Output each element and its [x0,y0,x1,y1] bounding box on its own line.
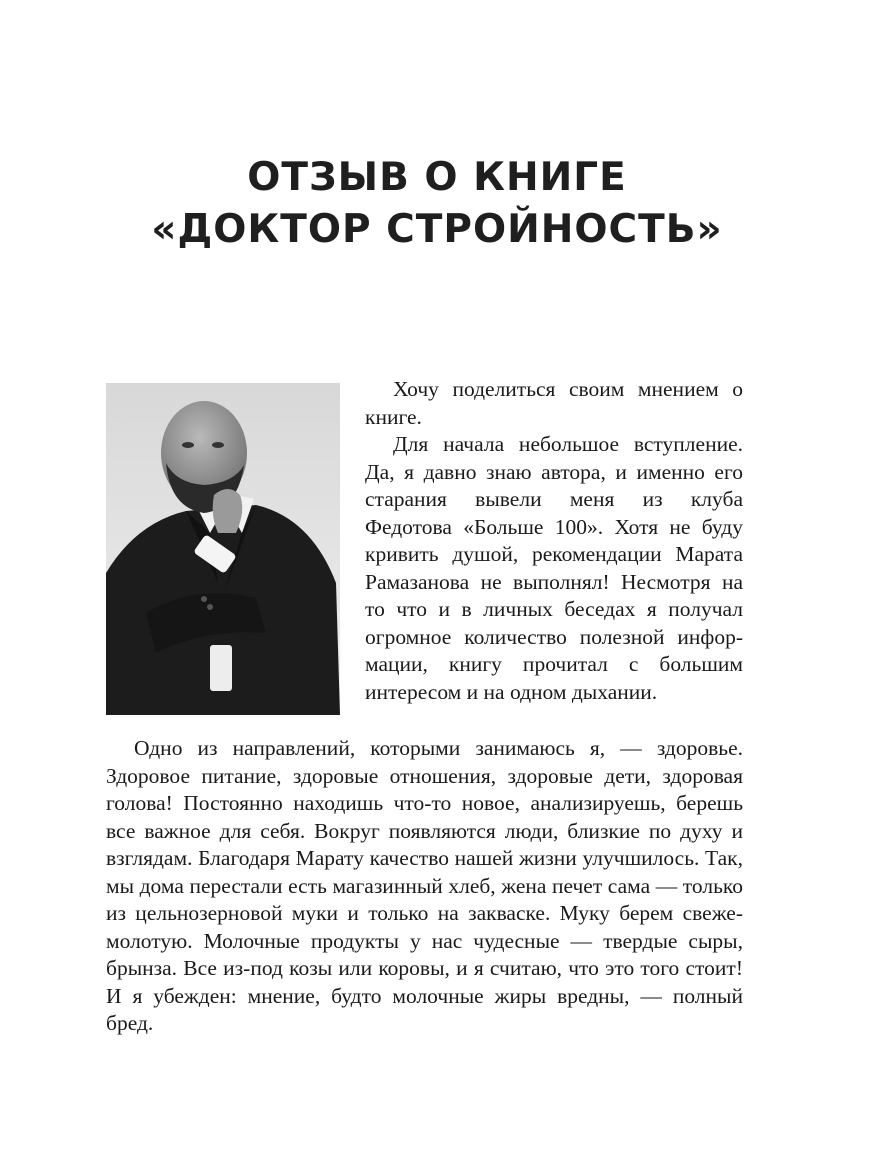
body-text [106,735,743,1038]
title-line-2: «ДОКТОР СТРОЙНОСТЬ» [151,207,723,252]
author-photo [106,383,340,715]
intro-text [365,376,743,706]
title-line-1: ОТЗЫВ О КНИГЕ [247,155,627,200]
portrait-photo-icon [106,383,340,715]
paragraph-3: Одно из направлений, которыми занимаюсь я, — здоровье. Здоровое питание, здоровые отношения, здоровые дети, здоровая голова! Постоянно находишь что-то новое, анализируешь, берешь все важное для себя. Вокруг появляются люди, близкие по духу и взглядам. Благодаря Марату качество нашей жизни улучшилось. Так, мы дома перестали есть магазинный хлеб, жена печет сама — только из цельнозерновой муки и только на закваске. Муку берем свежемолотую. Молочные продукты у нас чудесные — твердые сыры, брынза. Все из-под козы или коровы, и я считаю, что это того стоит! И я убежден: мнение, будто молочные жиры вредны, — полный бред. [106,736,743,1035]
page-title [0,152,874,256]
paragraph-1: Хочу поделиться своим мнением о книге. [365,377,743,429]
paragraph-2: Для начала небольшое вступление. Да, я давно знаю автора, и именно его старания вывели меня из клуба Федотова «Больше 100». Хотя не буду кривить душой, рекомендации Марата Рамазанова не выполнял! Несмотря на то что и в личных беседах я получал огромное количество полезной информации, книгу прочитал с большим интересом и на одном дыхании. [365,432,743,704]
